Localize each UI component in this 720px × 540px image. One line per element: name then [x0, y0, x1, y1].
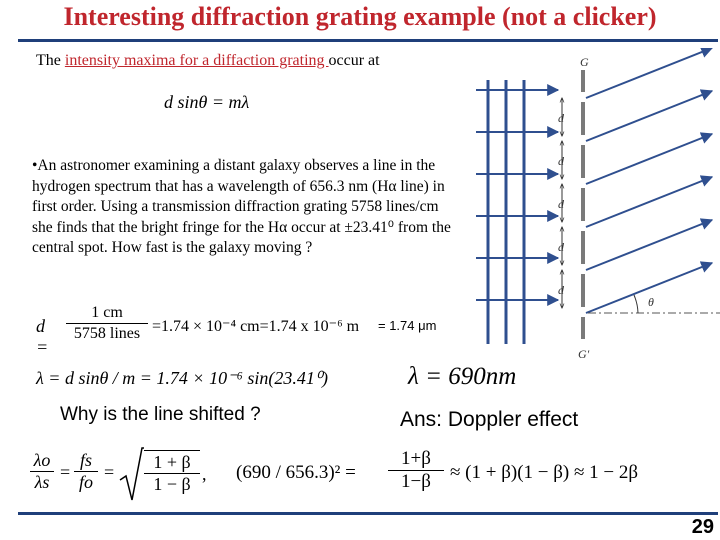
sqrt-numerator: 1 + β	[153, 452, 191, 472]
spacing-label-d: d	[558, 240, 564, 254]
doppler-plug: (690 / 656.3)² =	[236, 462, 356, 483]
beta-fraction	[388, 448, 444, 493]
equals-2: =	[104, 462, 115, 482]
d-numerator: 1 cm	[91, 304, 123, 321]
intro-before: The	[36, 52, 65, 69]
shift-question: Why is the line shifted ?	[60, 404, 261, 425]
intro-text	[36, 52, 380, 70]
lambda-calculation: λ = d sinθ / m = 1.74 × 10⁻⁶ sin(23.41⁰)	[36, 368, 329, 388]
freq-observed: fo	[74, 471, 98, 493]
page-number: 29	[691, 516, 714, 538]
grating-diagram	[476, 48, 720, 366]
d-rhs: =1.74 × 10⁻⁴ cm=1.74 x 10⁻⁶ m	[152, 318, 360, 335]
spacing-label-d: d	[558, 197, 564, 211]
sqrt-denominator: 1 − β	[144, 473, 200, 495]
lambda-result: λ = 690nm	[408, 363, 517, 390]
lambda-observed: λo	[33, 450, 51, 470]
grating-equation: d sinθ = mλ	[164, 92, 250, 112]
freq-source: fs	[79, 450, 92, 470]
beta-numerator: 1+β	[401, 448, 431, 469]
question-text: •An astronomer examining a distant galaxy observes a line in the hydrogen spectrum that has a wavelength of 656.3 nm (Hα line) in first order. Using a transmission diffraction grating 5758 lines/cm she finds that the bright fringe for the Hα occur at ±23.41⁰ from the central spot. How fast is the galaxy moving ?	[32, 157, 451, 256]
theta-label: θ	[648, 295, 654, 309]
answer-text: Ans: Doppler effect	[400, 408, 579, 431]
equals-1: =	[60, 462, 71, 482]
diffracted-rays	[586, 48, 712, 313]
comma: ,	[202, 464, 207, 484]
doppler-tail: ≈ (1 + β)(1 − β) ≈ 1 − 2β	[450, 462, 639, 483]
title-rule	[18, 39, 718, 42]
freq-ratio	[74, 450, 98, 493]
spacing-label-d: d	[558, 283, 564, 297]
grating-label-top: G	[580, 55, 589, 69]
intro-after: occur at	[328, 52, 380, 69]
d-fraction	[66, 304, 148, 343]
d-lhs: d =	[36, 316, 49, 357]
intro-highlight: intensity maxima for a diffaction grating	[64, 52, 329, 69]
bottom-rule	[18, 512, 718, 515]
lambda-source: λs	[30, 471, 54, 493]
spacing-label-d: d	[558, 154, 564, 168]
lambda-ratio	[30, 450, 54, 493]
d-denominator: 5758 lines	[66, 323, 148, 343]
sqrt-sign	[118, 446, 144, 504]
doppler-equation	[30, 448, 720, 504]
incident-wavefronts	[488, 80, 524, 344]
slide-title: Interesting diffraction grating example (not a clicker)	[63, 2, 657, 31]
grating-slits	[581, 70, 585, 339]
angle-arc	[634, 295, 638, 313]
beta-denominator: 1−β	[388, 470, 444, 493]
d-approx: = 1.74 μm	[378, 318, 437, 333]
grating-label-bottom: G′	[578, 347, 590, 361]
sqrt-fraction	[144, 450, 200, 495]
spacing-labels	[558, 111, 565, 297]
spacing-label-d: d	[558, 111, 564, 125]
